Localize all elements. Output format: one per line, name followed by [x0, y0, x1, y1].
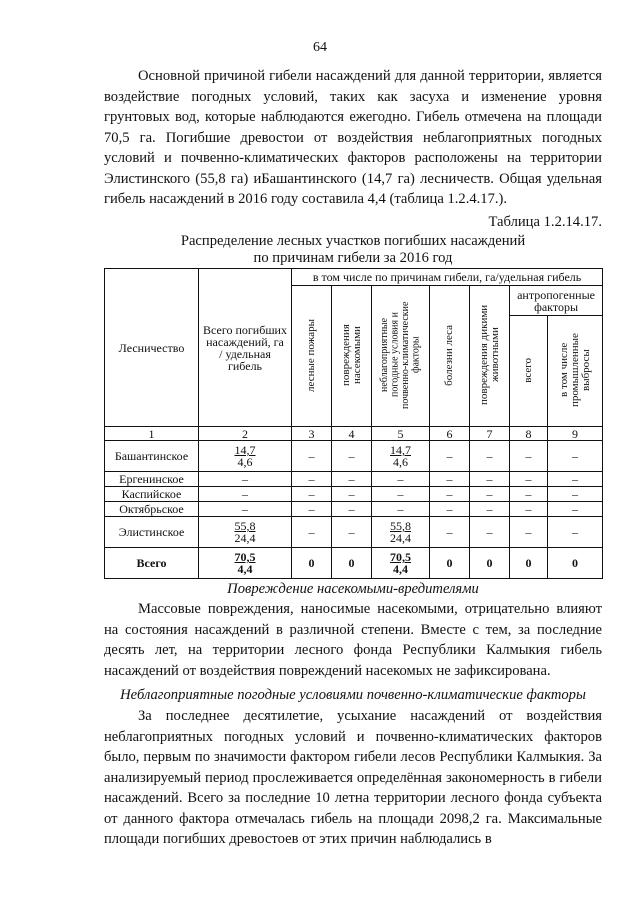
table-row	[105, 441, 603, 472]
cell: –	[510, 472, 548, 487]
header-animals: повреждения дикими животными	[477, 304, 501, 406]
header-anthropogenic: антропогенные факторы	[510, 286, 603, 316]
cell: –	[430, 487, 470, 502]
cell: –	[199, 502, 292, 517]
cell: –	[292, 487, 332, 502]
weather-value: 14,7	[390, 443, 411, 457]
col-num: 4	[332, 427, 372, 441]
header-industrial: в том числе промышленные выбросы	[557, 333, 592, 407]
cell: –	[430, 472, 470, 487]
cell: –	[470, 487, 510, 502]
table-row	[105, 487, 603, 502]
paragraph-insects: Массовые повреждения, наносимые насекомыми, отрицательно влияют на состояния насаждений в различной степени. Вместе с тем, за последние десять лет, на территории лесного фонда Республики Калмыкия гибель насаждений от воздействия повреждений насекомых не зафиксирована.	[104, 601, 602, 679]
row-name: Октябрьское	[105, 502, 199, 517]
total-value: 14,7	[234, 443, 256, 457]
weather-rate: 4,6	[393, 455, 408, 469]
paragraph-weather: За последнее десятилетие, усыхание насаждений от воздействия неблагоприятных погодных условий и почвенно-климатических факторов было, первым по значимости фактором гибели лесов Республики Калмыкия. За анализируемый период прослеживается определённая закономерность в гибели насаждений. Всего за последние 10 летна территории лесного фонда субъекта от данного фактора отмечалась гибель на площади 2098,2 га. Максимальные площади погибших древостоев от этих причин наблюдались в	[104, 708, 602, 847]
header-weather: неблагоприятные погодные условия и почвенно-климатические факторы	[378, 301, 421, 409]
table-row	[105, 517, 603, 548]
cell: –	[510, 487, 548, 502]
cell: 0	[470, 548, 510, 579]
col-num: 7	[470, 427, 510, 441]
header-reasons: в том числе по причинам гибели, га/удельная гибель	[292, 269, 603, 286]
cell: –	[548, 487, 603, 502]
cell: –	[372, 487, 430, 502]
total-rate: 4,4	[237, 562, 253, 576]
cell: –	[510, 441, 548, 472]
header-total: Всего погибших насаждений, га / удельная гибель	[199, 269, 292, 427]
subheading-weather: Неблагоприятные погодные условиями почвенно-климатические факторы	[120, 687, 586, 703]
cell: –	[470, 441, 510, 472]
cell: –	[372, 502, 430, 517]
cell: –	[332, 517, 372, 548]
col-num: 6	[430, 427, 470, 441]
cell: –	[510, 517, 548, 548]
header-forestry: Лесничество	[105, 269, 199, 427]
cell: –	[332, 502, 372, 517]
header-anthro-total: всего	[522, 357, 534, 383]
cell: –	[548, 472, 603, 487]
header-insects: повреждения насекомыми	[339, 324, 363, 386]
weather-value: 70,5	[390, 550, 411, 564]
paragraph-intro: Основной причиной гибели насаждений для данной территории, является воздействие погодных условий, таких как засуха и изменение уровня грунтовых вод, которые наблюдаются ежегодно. Гибель отмечена на площади 70,5 га. Погибшие древостои от воздействия неблагоприятных погодных условий и почвенно-климатических факторов расположены на территории Элистинского (55,8 га) иБашантинского (14,7 га) лесничеств. Общая удельная гибель насаждений в 2016 году составила 4,4 (таблица 1.2.4.17.).	[104, 68, 602, 207]
cell: –	[470, 472, 510, 487]
cell: –	[292, 472, 332, 487]
header-fires: лесные пожары	[305, 318, 317, 392]
subheading-insects: Повреждение насекомыми-вредителями	[227, 581, 479, 597]
weather-rate: 24,4	[390, 531, 411, 545]
total-rate: 24,4	[234, 531, 256, 545]
cell: –	[292, 517, 332, 548]
cell: 0	[510, 548, 548, 579]
cell: –	[548, 502, 603, 517]
cell: –	[199, 487, 292, 502]
cell: –	[430, 502, 470, 517]
col-num: 9	[548, 427, 603, 441]
cell: –	[548, 441, 603, 472]
cell: –	[332, 472, 372, 487]
col-num: 8	[510, 427, 548, 441]
cell: 0	[430, 548, 470, 579]
col-num: 1	[105, 427, 199, 441]
cell: 0	[548, 548, 603, 579]
cell: –	[470, 517, 510, 548]
cell: –	[332, 441, 372, 472]
cell: –	[332, 487, 372, 502]
cell: 0	[332, 548, 372, 579]
weather-value: 55,8	[390, 519, 411, 533]
cell: –	[199, 472, 292, 487]
cell: –	[430, 517, 470, 548]
cell: –	[292, 502, 332, 517]
cell: –	[548, 517, 603, 548]
cell: –	[292, 441, 332, 472]
total-value: 70,5	[234, 550, 256, 564]
col-num: 3	[292, 427, 332, 441]
table-title-line-1: Распределение лесных участков погибших насаждений	[180, 233, 526, 249]
col-num: 5	[372, 427, 430, 441]
cell: 0	[292, 548, 332, 579]
cell: –	[430, 441, 470, 472]
weather-rate: 4,4	[393, 562, 408, 576]
table-row-total	[105, 548, 603, 579]
loss-table	[104, 268, 603, 579]
row-name: Башантинское	[105, 441, 199, 472]
table-title-line-2: по причинам гибели за 2016 год	[253, 250, 453, 266]
table-caption: Таблица 1.2.14.17.	[488, 214, 602, 230]
row-name: Ергенинское	[105, 472, 199, 487]
table-row	[105, 502, 603, 517]
row-name: Элистинское	[105, 517, 199, 548]
cell: –	[470, 502, 510, 517]
row-name: Всего	[105, 548, 199, 579]
cell: –	[372, 472, 430, 487]
cell: –	[510, 502, 548, 517]
page-number: 64	[313, 40, 327, 55]
col-num: 2	[199, 427, 292, 441]
total-value: 55,8	[234, 519, 256, 533]
total-rate: 4,6	[237, 455, 253, 469]
table-row	[105, 472, 603, 487]
row-name: Каспийское	[105, 487, 199, 502]
header-disease: болезни леса	[443, 324, 455, 386]
